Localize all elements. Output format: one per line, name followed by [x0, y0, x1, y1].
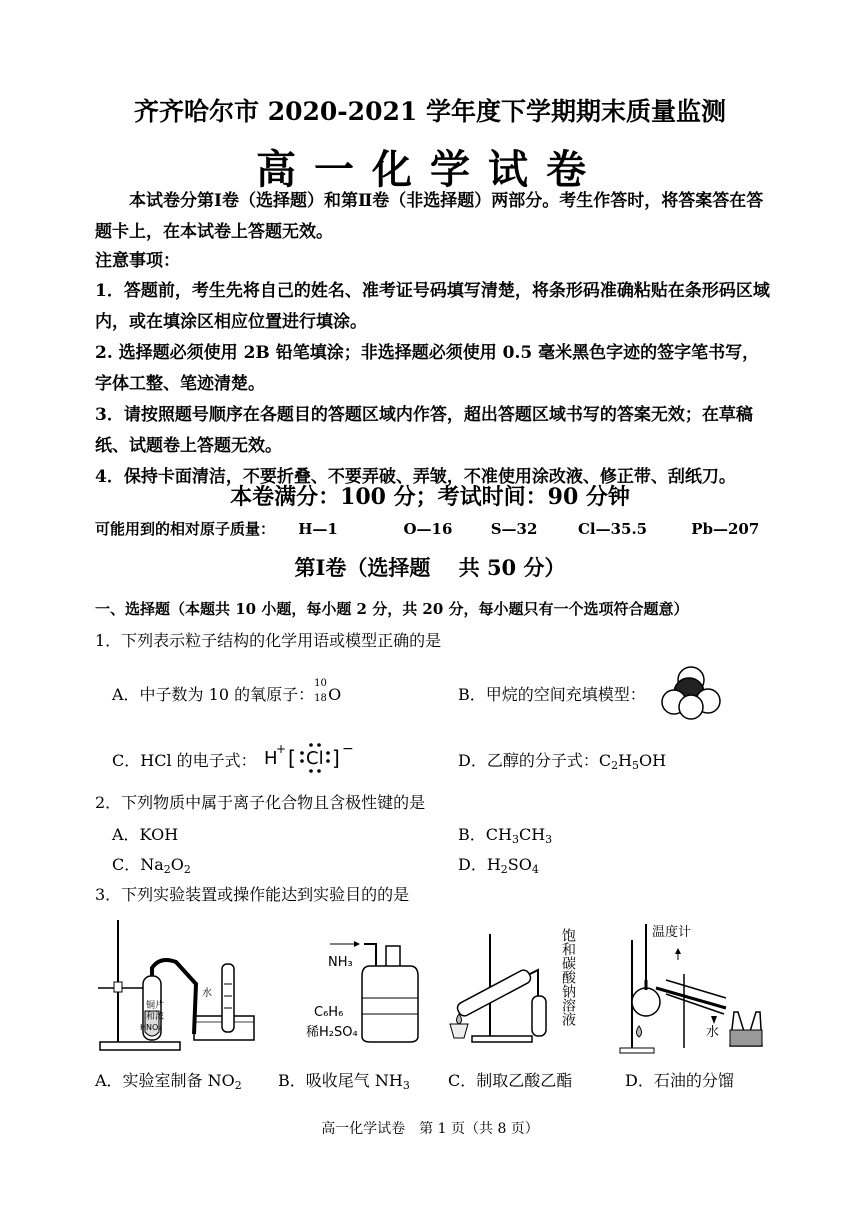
apparatus-d-petroleum-distillation	[606, 920, 770, 1054]
svg-text:−: −	[342, 741, 354, 757]
text: O	[170, 855, 184, 874]
question-3-stem: 3．下列实验装置或操作能达到实验目的的是	[95, 885, 410, 904]
subscript: 2	[183, 863, 191, 876]
q1-option-d	[458, 748, 666, 772]
q2-option-a: A．KOH	[112, 825, 179, 844]
label: 水	[706, 1025, 720, 1040]
subscript: 2	[163, 863, 171, 876]
subscript: 2	[611, 759, 619, 772]
apparatus-b-nh3-absorption	[306, 936, 422, 1046]
label: HNO₃	[140, 1023, 162, 1032]
q1-option-c-text: C．HCl 的电子式：	[112, 751, 257, 770]
note-item: 2. 选择题必须使用 2B 铅笔填涂；非选择题必须使用 0.5 毫米黑色字迹的签字笔书写，字体工整、笔迹清楚。	[95, 343, 760, 394]
atomic-number: 18	[314, 693, 327, 704]
text: SO	[507, 855, 532, 874]
label: 水	[202, 988, 212, 999]
subscript: 3	[545, 833, 553, 846]
exam-title-line1: 齐齐哈尔市 2020-2021 学年度下学期期末质量监测	[134, 97, 726, 126]
chlorine-symbol: Cl	[306, 748, 324, 769]
q3-option-c: C．制取乙酸乙酯	[448, 1071, 573, 1090]
apparatus-c-ethyl-acetate	[444, 926, 584, 1054]
text: D．乙醇的分子式：C	[458, 751, 612, 770]
atomic-mass-item: S—32	[490, 520, 538, 538]
methane-space-filling-model-icon	[660, 664, 722, 722]
text: OH	[639, 751, 667, 770]
score-line: 本卷满分：100 分；考试时间：90 分钟	[230, 484, 630, 510]
text: D．H	[458, 855, 501, 874]
page-footer: 高一化学试卷 第 1 页（共 8 页）	[321, 1121, 539, 1137]
label: 饱和碳酸钠溶液	[560, 928, 576, 1026]
subscript: 3	[511, 833, 519, 846]
text: A．实验室制备 NO	[95, 1071, 235, 1090]
q2-option-c	[112, 852, 191, 876]
subscript: 4	[531, 863, 539, 876]
note-item: 4．保持卡面清洁，不要折叠、不要弄破、弄皱，不准使用涂改液、修正带、刮纸刀。	[95, 467, 736, 487]
text: H	[618, 751, 633, 770]
q2-option-b	[458, 822, 552, 846]
q2-option-d	[458, 852, 539, 876]
atomic-mass-item: Pb—207	[691, 520, 760, 538]
label: 温度计	[652, 925, 692, 940]
section-title: 第Ⅰ卷（选择题 共 50 分）	[294, 555, 566, 580]
subscript: 3	[402, 1079, 410, 1092]
text: B．CH	[458, 825, 512, 844]
label: 稀H₂SO₄	[306, 1025, 358, 1040]
q1-option-c	[112, 748, 257, 771]
element-symbol: O	[328, 685, 342, 704]
q1-option-a	[112, 678, 342, 705]
q1-option-a-text: A．中子数为 10 的氧原子：	[112, 685, 315, 704]
subscript: 2	[500, 863, 508, 876]
atomic-masses-label: 可能用到的相对原子质量：	[95, 520, 276, 538]
atomic-mass-item: Cl—35.5	[577, 520, 648, 538]
subscript: 2	[234, 1079, 242, 1092]
label: NH₃	[328, 955, 353, 970]
text: CH	[518, 825, 546, 844]
svg-text:+: +	[276, 742, 287, 756]
question-2-stem: 2．下列物质中属于离子化合物且含极性键的是	[95, 793, 426, 812]
q3-option-d: D．石油的分馏	[625, 1071, 734, 1090]
question-1-stem: 1．下列表示粒子结构的化学用语或模型正确的是	[95, 631, 442, 650]
hydrogen-symbol: H	[264, 748, 278, 769]
note-item: 3．请按照题号顺序在各题目的答题区域内作答，超出答题区域书写的答案无效；在草稿纸、试题卷上答题无效。	[95, 405, 753, 456]
svg-text:]: ]	[332, 746, 340, 770]
notes-heading: 注意事项：	[95, 251, 180, 271]
atomic-mass-item: O—16	[403, 520, 453, 538]
section-description: 一、选择题（本题共 10 小题，每小题 2 分，共 20 分，每小题只有一个选项符合题意）	[95, 600, 689, 618]
intro-paragraph: 本试卷分第Ⅰ卷（选择题）和第Ⅱ卷（非选择题）两部分。考生作答时，将答案答在答题卡上，在本试卷上答题无效。	[95, 191, 764, 242]
apparatus-a-no2-preparation	[98, 916, 270, 1054]
atomic-masses	[95, 518, 759, 539]
label: 和浓	[146, 1012, 165, 1022]
text: C．Na	[112, 855, 164, 874]
text: B．吸收尾气 NH	[278, 1071, 403, 1090]
subscript: 5	[632, 759, 640, 772]
q3-option-a	[95, 1068, 242, 1092]
label: C₆H₆	[314, 1005, 344, 1020]
q1-option-b	[458, 682, 646, 705]
note-item: 1．答题前，考生先将自己的姓名、准考证号码填写清楚，将条形码准确粘贴在条形码区域内，或在填涂区相应位置进行填涂。	[95, 281, 770, 332]
q1-option-b-text: B．甲烷的空间充填模型：	[458, 685, 646, 704]
label: 铜片	[146, 1001, 165, 1011]
atomic-mass-item: H—1	[298, 520, 338, 538]
hcl-electron-formula	[262, 738, 358, 774]
exam-title-line2: 高一化学试卷	[256, 146, 604, 193]
mass-number: 10	[314, 678, 327, 689]
q3-option-b	[278, 1068, 410, 1092]
svg-text:[: [	[288, 746, 296, 770]
